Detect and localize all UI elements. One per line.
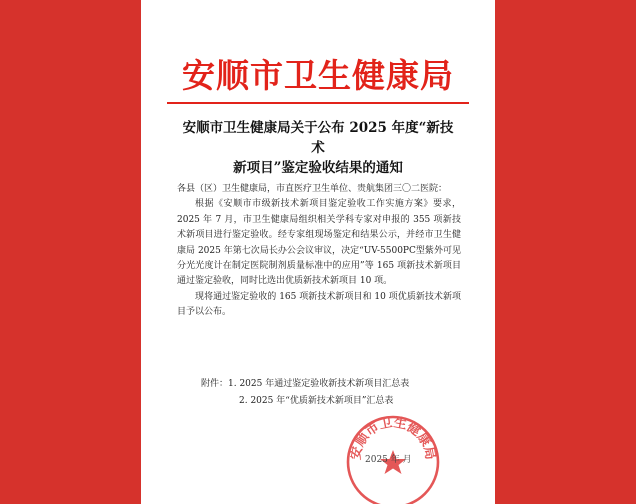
document-title bbox=[181, 118, 455, 178]
attachments bbox=[201, 376, 461, 410]
masthead: 安顺市卫生健康局 bbox=[182, 56, 454, 95]
paragraph-1: 根据《安顺市市级新技术新项目鉴定验收工作实施方案》要求，2025 年 7 月，市卫生健康局组织相关学科专家对申报的 355 项新技术新项目进行鉴定验收。经专家组现场鉴定和结果公示，并经市卫生健康局 2025 年第七次局长办公会议审议，决定“UV-5500PC型紫外可见分光光度计在制定医院制剂质量标准中的应用”等 165 项新技术新项目通过鉴定验收，同时比选出优质新技术新项目 10 项。 bbox=[177, 199, 461, 287]
document-body bbox=[177, 182, 461, 321]
salutation: 各县（区）卫生健康局，市直医疗卫生单位、贵航集团三〇二医院： bbox=[177, 184, 448, 194]
attachment-1: 附件：1. 2025 年通过鉴定验收新技术新项目汇总表 bbox=[201, 379, 410, 389]
title-line-2: 新项目”鉴定验收结果的通知 bbox=[233, 160, 403, 176]
issue-date: 2025 年 月 bbox=[365, 455, 412, 465]
red-divider bbox=[167, 102, 469, 104]
attachment-2: 2. 2025 年“优质新技术新项目”汇总表 bbox=[239, 396, 394, 406]
seal-text: 安顺市卫生健康局 bbox=[348, 415, 438, 461]
paragraph-2: 现将通过鉴定验收的 165 项新技术新项目和 10 项优质新技术新项目予以公布。 bbox=[177, 291, 461, 318]
document-page bbox=[141, 0, 495, 504]
title-line-1: 安顺市卫生健康局关于公布 2025 年度“新技术 bbox=[182, 120, 454, 156]
